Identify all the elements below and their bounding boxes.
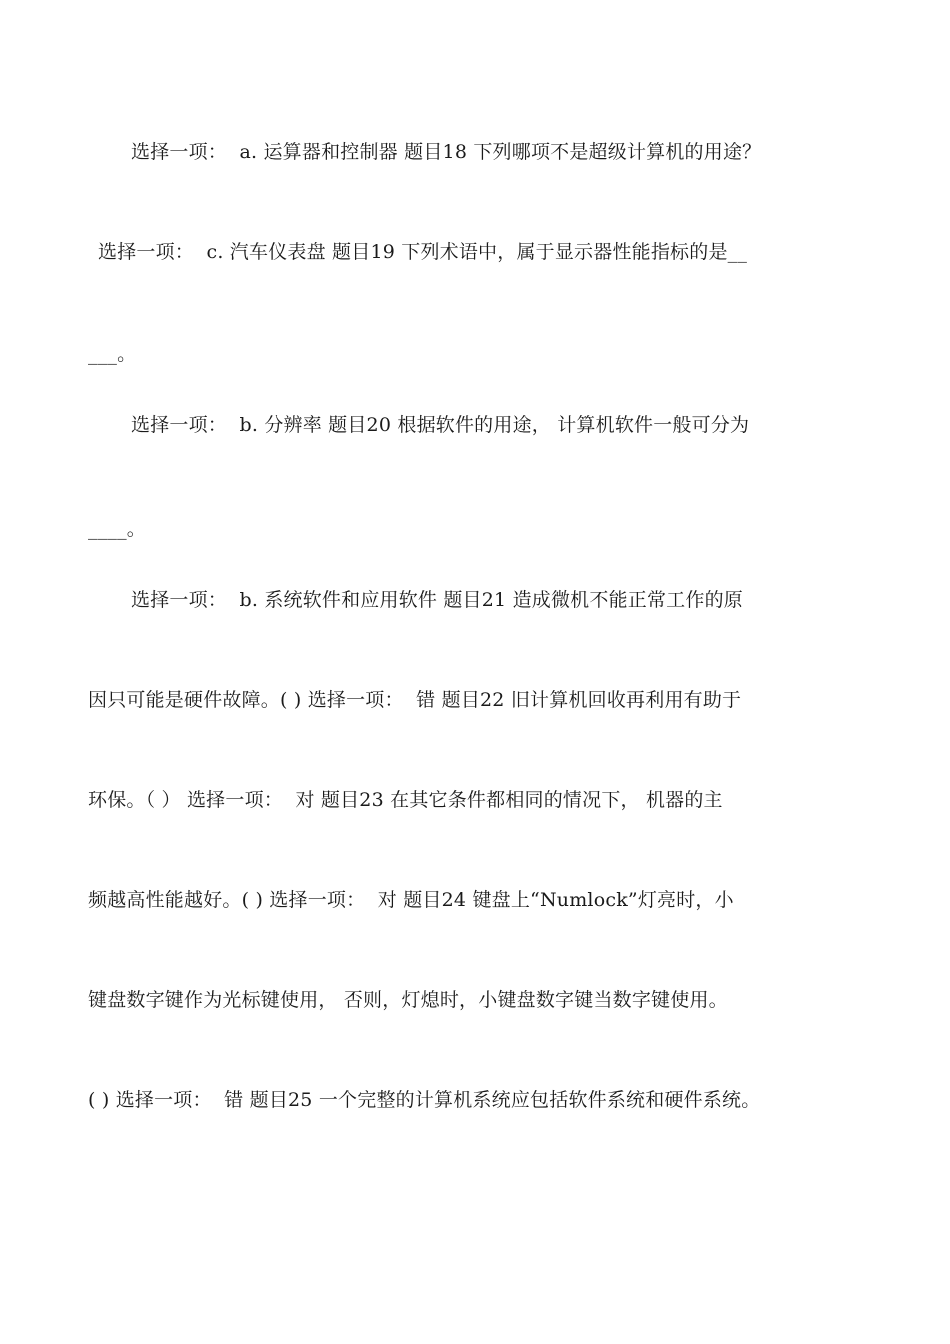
text-line: 键盘数字键作为光标键使用， 否则，灯熄时，小键盘数字键当数字键使用。 [88, 989, 728, 1011]
text-line: ____。 [88, 518, 147, 540]
text-line: 选择一项： b. 系统软件和应用软件 题目21 造成微机不能正常工作的原 [131, 589, 743, 611]
text-line: ( ) 选择一项： 错 题目25 一个完整的计算机系统应包括软件系统和硬件系统。 [88, 1089, 761, 1111]
text-line: 选择一项： a. 运算器和控制器 题目18 下列哪项不是超级计算机的用途？ [131, 141, 762, 163]
text-line: 选择一项： b. 分辨率 题目20 根据软件的用途， 计算机软件一般可分为 [131, 414, 750, 436]
text-line: 环保。（ ） 选择一项： 对 题目23 在其它条件都相同的情况下， 机器的主 [88, 789, 723, 811]
text-line: 频越高性能越好。( ) 选择一项： 对 题目24 键盘上“Numlock”灯亮时，小 [88, 889, 734, 911]
text-line: ___。 [88, 343, 137, 365]
text-line: 选择一项： c. 汽车仪表盘 题目19 下列术语中，属于显示器性能指标的是__ [98, 241, 748, 263]
text-line: 因只可能是硬件故障。( ) 选择一项： 错 题目22 旧计算机回收再利用有助于 [88, 689, 742, 711]
